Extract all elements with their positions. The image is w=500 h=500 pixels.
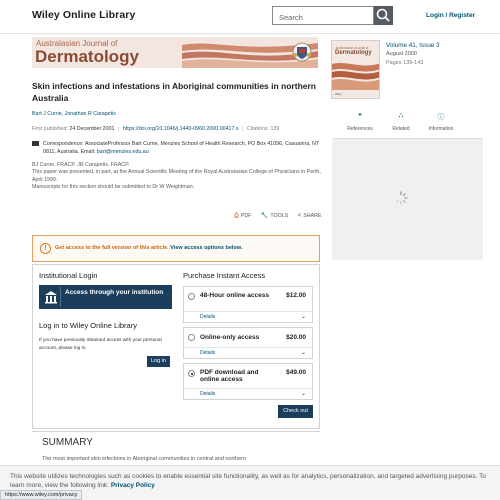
tab-references[interactable] — [340, 112, 380, 132]
separator: | — [242, 126, 244, 132]
cover-publisher: Wiley — [335, 92, 342, 96]
info-icon: ⓘ — [437, 114, 445, 121]
chevron-down-icon[interactable]: ⌄ — [300, 314, 306, 320]
share-icon: < — [297, 213, 302, 219]
journal-cover-thumbnail[interactable] — [331, 40, 380, 99]
purchase-option-48-hour[interactable] — [183, 286, 313, 323]
site-header — [0, 0, 500, 32]
banner-journal-name: Dermatology — [35, 47, 139, 66]
banner-journal-prefix: Australasian Journal of — [36, 39, 118, 48]
radio-button[interactable] — [188, 334, 195, 341]
sidebar-content-panel — [332, 139, 483, 260]
purchase-option-online-only[interactable] — [183, 327, 313, 359]
cookie-text — [10, 473, 490, 490]
radio-button-selected[interactable] — [188, 370, 195, 377]
chevron-down-icon[interactable]: ⌄ — [300, 391, 306, 397]
references-icon: ❝ — [358, 113, 362, 120]
presentation-note: This paper was presented, in part, at the Annual Scientific Meeting of the Royal Australasian College of Physicians in Perth, April 1999. — [32, 169, 321, 183]
purchase-heading: Purchase Instant Access — [183, 271, 266, 280]
chevron-down-icon[interactable]: ⌄ — [300, 350, 306, 356]
summary-text: The most important skin infections in Aboriginal communities in central and northern — [42, 456, 246, 462]
warning-icon: ! — [40, 243, 51, 254]
wiley-login-heading: Log in to Wiley Online Library — [39, 321, 137, 330]
option-name: Online-only access — [200, 334, 260, 341]
access-notice-text — [55, 245, 242, 251]
search-button[interactable] — [374, 6, 393, 25]
envelope-icon — [32, 141, 39, 146]
institution-icon — [41, 287, 61, 307]
header-divider — [0, 33, 500, 34]
option-divider — [184, 388, 312, 389]
loading-spinner-icon — [393, 190, 409, 206]
related-icon: ⛬ — [398, 112, 404, 119]
tab-information[interactable] — [421, 112, 461, 132]
issue-date: August 2000 — [386, 51, 417, 57]
tab-label: References — [347, 126, 373, 132]
login-button[interactable]: Log in — [147, 356, 170, 367]
option-price: $12.00 — [286, 292, 306, 299]
access-options-panel — [32, 264, 320, 429]
access-notice — [32, 235, 320, 262]
search-icon — [374, 6, 393, 25]
privacy-policy-link[interactable]: Privacy Policy — [110, 481, 155, 489]
tools-button[interactable] — [261, 212, 288, 219]
correspondence-info — [43, 140, 321, 157]
volume-issue-link[interactable]: Volume 41, Issue 3 — [386, 42, 440, 49]
option-name: PDF download and online access — [200, 369, 259, 383]
cover-wave-graphic — [332, 60, 380, 90]
doi-link[interactable]: https://doi.org/10.1046/j.1440-0960.2000.00417.x — [122, 126, 239, 132]
cover-journal-prefix: Australasian Journal of — [336, 46, 369, 50]
radio-button[interactable] — [188, 293, 195, 300]
summary-heading: SUMMARY — [42, 437, 93, 448]
tools-label: TOOLS — [270, 213, 289, 219]
option-name: 48-Hour online access — [200, 292, 269, 299]
share-label: SHARE — [303, 213, 322, 219]
purchase-option-pdf-online[interactable] — [183, 363, 313, 400]
option-details-toggle[interactable]: Details — [200, 391, 216, 397]
cookie-message: This website utilizes technologies such as cookies to enable essential site functionality, as well as for analytics, personalization, and targeted advertising purposes. To learn more, view the following link: — [10, 473, 486, 489]
checkout-button[interactable]: Check out — [278, 405, 313, 418]
author-notes — [32, 162, 322, 191]
cover-journal-name: Dermatology — [335, 50, 372, 56]
pdf-icon: ⎙ — [234, 213, 239, 219]
share-button[interactable] — [298, 213, 322, 219]
option-details-toggle[interactable]: Details — [200, 350, 216, 356]
institutional-access-label: Access through your institution — [65, 289, 164, 296]
option-price: $49.00 — [286, 369, 306, 376]
citations-count[interactable]: Citations: 139 — [246, 126, 280, 132]
login-register-link[interactable]: Login / Register — [426, 12, 476, 19]
option-divider — [184, 347, 312, 348]
correspondence-text: Correspondence: AssociateProfessor Bart Currie, Menzies School of Health Research, PO Box 41096, Casuarina, NT 0811, Australia. Email: — [43, 141, 320, 156]
society-crest-logo — [290, 41, 314, 63]
separator: | — [117, 126, 120, 132]
author-list[interactable]: Bart J Currie, Jonathan R Carapetis — [32, 111, 116, 117]
tab-label: Related — [392, 126, 410, 132]
site-brand-logo[interactable]: Wiley Online Library — [32, 9, 136, 21]
search-input[interactable] — [273, 9, 369, 26]
publication-info — [32, 126, 279, 132]
option-divider — [184, 311, 312, 312]
search-box[interactable] — [272, 6, 374, 25]
submission-note: Manuscripts for this section should be submitted to Dr W Weightman. — [32, 183, 195, 190]
summary-divider — [32, 431, 320, 432]
tab-related[interactable] — [381, 112, 421, 132]
pdf-label: PDF — [240, 213, 252, 219]
wiley-login-text: If you have previously obtained access with your personal account, please log in. — [39, 338, 162, 351]
published-date: 24 December 2001 — [69, 126, 115, 132]
institutional-login-heading: Institutional Login — [39, 271, 98, 280]
view-access-options-link[interactable]: View access options below. — [170, 245, 243, 251]
journal-banner[interactable] — [32, 37, 318, 68]
article-title: Skin infections and infestations in Aboriginal communities in northern Australia — [32, 81, 316, 103]
page-range: Pages 139-143 — [386, 60, 424, 66]
article-tools — [226, 212, 322, 220]
tab-label: Information — [428, 126, 454, 132]
correspondence-email-link[interactable]: bart@menzies.edu.au — [96, 149, 149, 156]
status-bar-url: https://www.wiley.com/privacy — [0, 490, 82, 500]
institutional-access-button[interactable] — [39, 285, 172, 309]
option-details-toggle[interactable]: Details — [200, 314, 216, 320]
published-label: First published: — [32, 126, 68, 132]
access-notice-message: Get access to the full version of this article. — [55, 245, 169, 251]
wrench-icon: 🔧 — [260, 213, 269, 219]
author-credentials: BJ Currie, FRACP. JR Carapetis, FRACP. — [32, 162, 130, 168]
option-price: $20.00 — [286, 334, 306, 341]
pdf-button[interactable] — [234, 213, 251, 220]
